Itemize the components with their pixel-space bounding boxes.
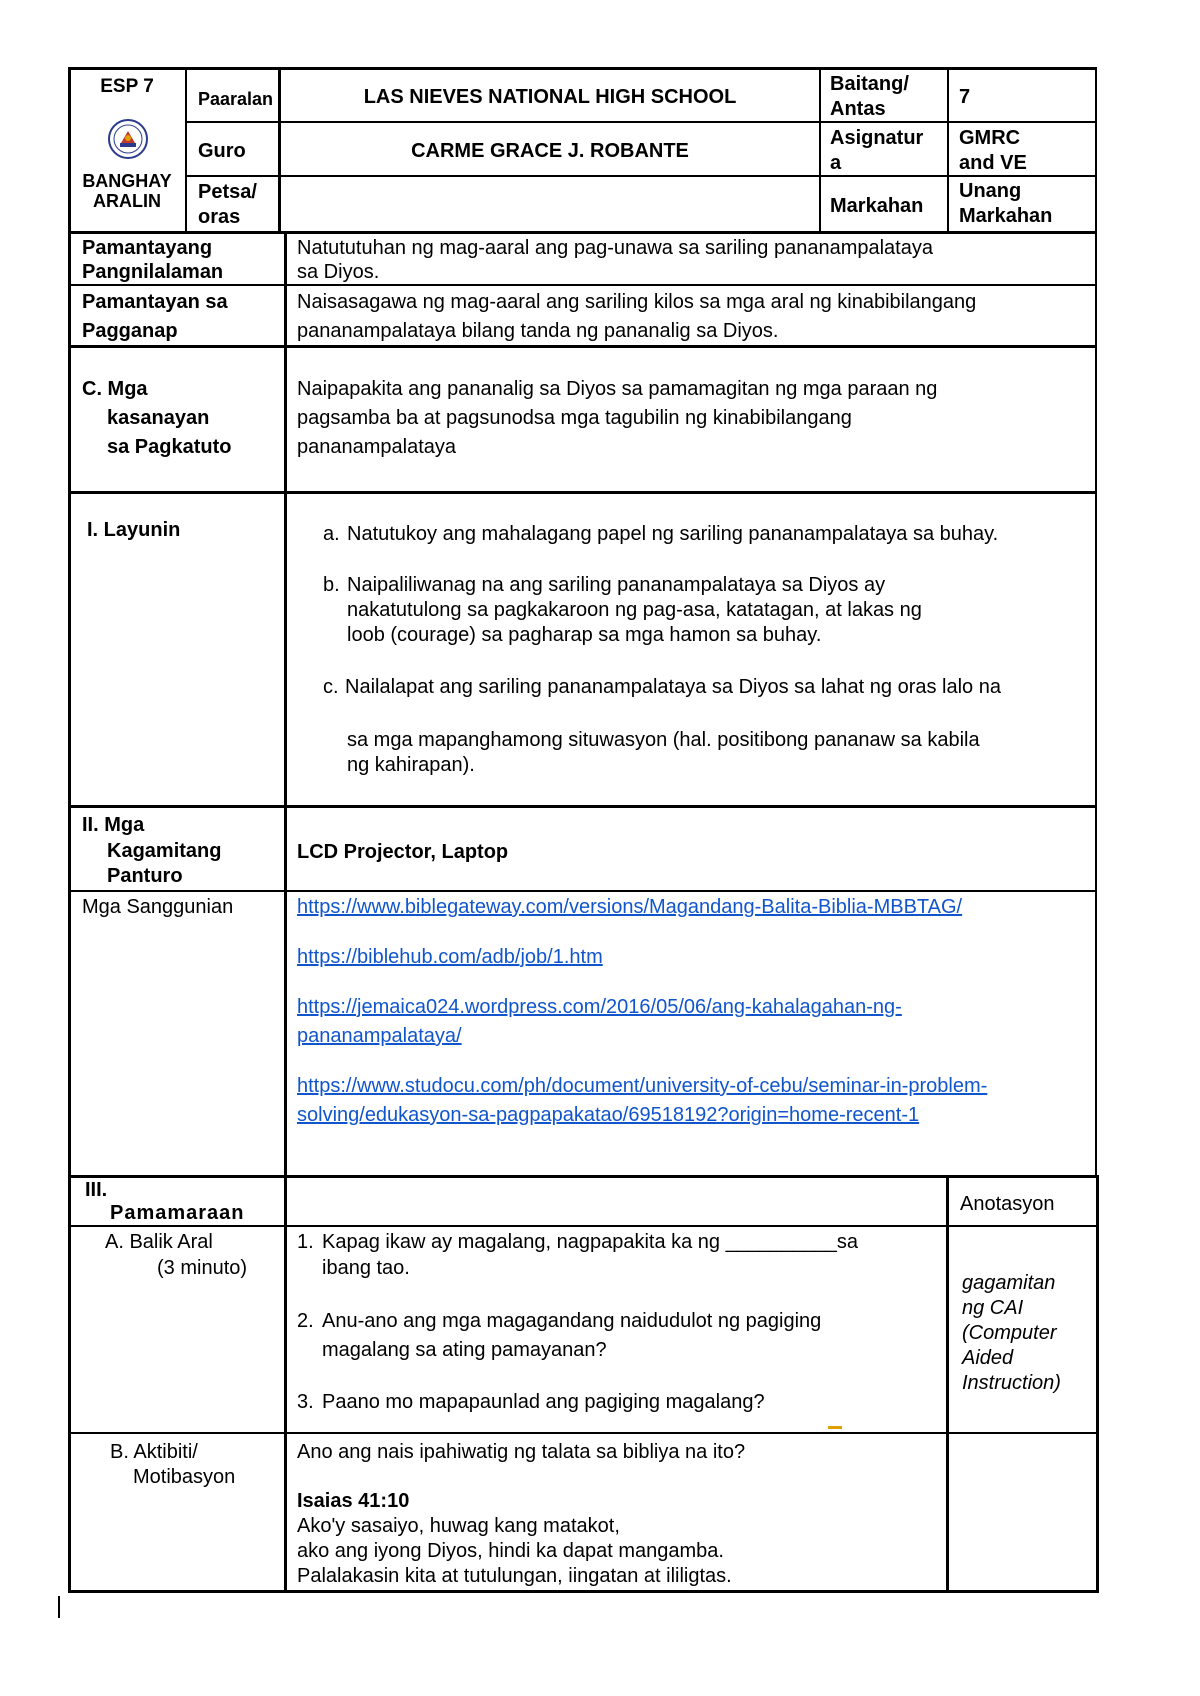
- competency-label-2: kasanayan: [107, 407, 210, 429]
- objective-a-line-1: Natutukoy ang mahalagang papel ng sariling pananampalataya sa buhay.: [347, 523, 999, 545]
- references-label: Mga Sanggunian: [82, 896, 234, 918]
- school-label: Paaralan: [198, 89, 274, 109]
- row-divider-references: [68, 1175, 1099, 1178]
- objective-a-marker: a.: [323, 523, 340, 545]
- header-label2-divider: [819, 67, 821, 233]
- date-label-line-1: Petsa/: [198, 181, 257, 203]
- header-logo-divider: [185, 67, 187, 233]
- quarter-value-line-1: Unang: [959, 180, 1022, 202]
- subject-code: ESP 7: [100, 76, 154, 97]
- objective-c-line-1: Nailalapat ang sariling pananampalataya sa Diyos sa lahat ng oras lalo na: [345, 676, 1001, 698]
- objective-b-line-1: Naipaliliwanag na ang sariling pananampalataya sa Diyos ay: [347, 574, 886, 596]
- competency-text-2: pagsamba ba at pagsunodsa mga tagubilin ng kinabibilangang: [297, 407, 852, 429]
- verse-line-3: Palalakasin kita at tutulungan, iingatan at ililigtas.: [297, 1565, 732, 1587]
- materials-text: LCD Projector, Laptop: [297, 841, 509, 863]
- review-annotation-5: Instruction): [962, 1372, 1061, 1394]
- objective-c-line-3: ng kahirapan).: [347, 754, 475, 776]
- annotation-col-divider: [946, 1176, 949, 1592]
- annotation-header: Anotasyon: [960, 1193, 1055, 1215]
- performance-standard-label-1: Pamantayan sa: [82, 291, 228, 313]
- competency-text-1: Naipapakita ang pananalig sa Diyos sa pamamagitan ng mga paraan ng: [297, 378, 938, 400]
- reference-link-4a[interactable]: https://www.studocu.com/ph/document/university-of-cebu/seminar-in-problem-: [297, 1075, 988, 1097]
- grade-label-line-2: Antas: [830, 98, 886, 120]
- review-item-3-marker: 3.: [297, 1391, 314, 1413]
- objective-b-line-3: loob (courage) sa pagharap sa mga hamon sa buhay.: [347, 624, 822, 646]
- review-annotation-1: gagamitan: [962, 1272, 1056, 1294]
- subject-value-line-1: GMRC: [959, 127, 1021, 149]
- school-value: LAS NIEVES NATIONAL HIGH SCHOOL: [363, 86, 737, 108]
- performance-standard-text-1: Naisasagawa ng mag-aaral ang sariling kilos sa mga aral ng kinabibilangang: [297, 291, 977, 313]
- review-annotation-2: ng CAI: [962, 1297, 1024, 1319]
- materials-label-1: II. Mga: [82, 814, 145, 836]
- subject-label-line-1: Asignatur: [830, 127, 924, 149]
- verse-reference: Isaias 41:10: [297, 1490, 410, 1512]
- review-item-1-line-2: ibang tao.: [322, 1257, 410, 1279]
- procedure-label-1: III.: [85, 1179, 108, 1201]
- grade-label-line-1: Baitang/: [830, 73, 909, 95]
- doc-type-line-1: BANGHAY: [82, 171, 172, 191]
- review-label-2: (3 minuto): [157, 1257, 248, 1279]
- content-standard-text-2: sa Diyos.: [297, 261, 380, 283]
- doc-type-line-2: ARALIN: [93, 191, 161, 211]
- review-item-3-line-1: Paano mo mapapaunlad ang pagiging magalang?: [322, 1391, 765, 1413]
- materials-label-3: Panturo: [107, 865, 183, 887]
- reference-link-3b[interactable]: pananampalataya/: [297, 1025, 462, 1047]
- objective-b-marker: b.: [323, 574, 340, 596]
- verse-line-2: ako ang iyong Diyos, hindi ka dapat mangamba.: [297, 1540, 724, 1562]
- review-item-1-line-1: Kapag ikaw ay magalang, nagpapakita ka ng __________sa: [322, 1231, 858, 1253]
- quarter-label: Markahan: [830, 195, 924, 217]
- deped-seal-icon: [108, 118, 148, 160]
- reference-link-2[interactable]: https://biblehub.com/adb/job/1.htm: [297, 946, 603, 968]
- competency-label-3: sa Pagkatuto: [107, 436, 232, 458]
- text-cursor: [58, 1596, 60, 1618]
- review-item-2-marker: 2.: [297, 1310, 314, 1332]
- quarter-value-line-2: Markahan: [959, 205, 1053, 227]
- review-item-1-marker: 1.: [297, 1231, 314, 1253]
- teacher-label: Guro: [198, 140, 246, 162]
- row-divider-review: [68, 1432, 1099, 1434]
- competency-text-3: pananampalataya: [297, 436, 457, 458]
- objective-b-line-2: nakatutulong sa pagkakaroon ng pag-asa, katatagan, at lakas ng: [347, 599, 922, 621]
- row-divider-objectives: [68, 805, 1097, 808]
- label-col-divider: [284, 233, 287, 1592]
- header-value2-divider: [947, 67, 949, 233]
- procedure-label-2: Pamamaraan: [110, 1202, 245, 1224]
- grade-value: 7: [959, 86, 971, 108]
- performance-standard-text-2: pananampalataya bilang tanda ng pananalig sa Diyos.: [297, 320, 779, 342]
- subject-label-line-2: a: [830, 152, 842, 174]
- subject-value-line-2: and VE: [959, 152, 1027, 174]
- content-standard-label-2: Pangnilalaman: [82, 261, 224, 283]
- row-divider-performance: [68, 345, 1097, 348]
- review-label-1: A. Balik Aral: [105, 1231, 213, 1253]
- activity-label-1: B. Aktibiti/: [110, 1441, 198, 1463]
- table-bottom-border: [68, 1590, 1099, 1593]
- verse-line-1: Ako'y sasaiyo, huwag kang matakot,: [297, 1515, 620, 1537]
- performance-standard-label-2: Pagganap: [82, 320, 178, 342]
- activity-question: Ano ang nais ipahiwatig ng talata sa bibliya na ito?: [297, 1441, 746, 1463]
- reference-link-3a[interactable]: https://jemaica024.wordpress.com/2016/05/06/ang-kahalagahan-ng-: [297, 996, 902, 1018]
- row-divider-competency: [68, 491, 1097, 494]
- materials-label-2: Kagamitang: [107, 840, 222, 862]
- competency-label-1: C. Mga: [82, 378, 148, 400]
- reference-link-1[interactable]: https://www.biblegateway.com/versions/Magandang-Balita-Biblia-MBBTAG/: [297, 896, 963, 918]
- header-row-divider-1: [185, 121, 1097, 123]
- objective-c-line-2: sa mga mapanghamong situwasyon (hal. positibong pananaw sa kabila: [347, 729, 980, 751]
- teacher-value: CARME GRACE J. ROBANTE: [411, 140, 689, 162]
- objective-c-marker: c.: [323, 676, 339, 698]
- review-item-2-line-2: magalang sa ating pamayanan?: [322, 1339, 607, 1361]
- activity-label-2: Motibasyon: [133, 1466, 236, 1488]
- review-annotation-3: (Computer: [962, 1322, 1057, 1344]
- table-right-border-lower: [1096, 1176, 1099, 1592]
- date-label-line-2: oras: [198, 206, 241, 228]
- reference-link-4b[interactable]: solving/edukasyon-sa-pagpapakatao/69518192?origin=home-recent-1: [297, 1104, 920, 1126]
- objectives-label: I. Layunin: [87, 519, 181, 541]
- table-left-border: [68, 67, 71, 1592]
- content-standard-text-1: Natututuhan ng mag-aaral ang pag-unawa sa sariling pananampalataya: [297, 237, 933, 259]
- header-bottom: [68, 231, 1097, 234]
- review-annotation-4: Aided: [962, 1347, 1014, 1369]
- row-divider-materials: [68, 890, 1097, 892]
- content-standard-label-1: Pamantayang: [82, 237, 213, 259]
- table-top-border: [68, 67, 1097, 70]
- review-item-2-line-1: Anu-ano ang mga magagandang naidudulot ng pagiging: [322, 1310, 822, 1332]
- orange-mark: [828, 1426, 842, 1429]
